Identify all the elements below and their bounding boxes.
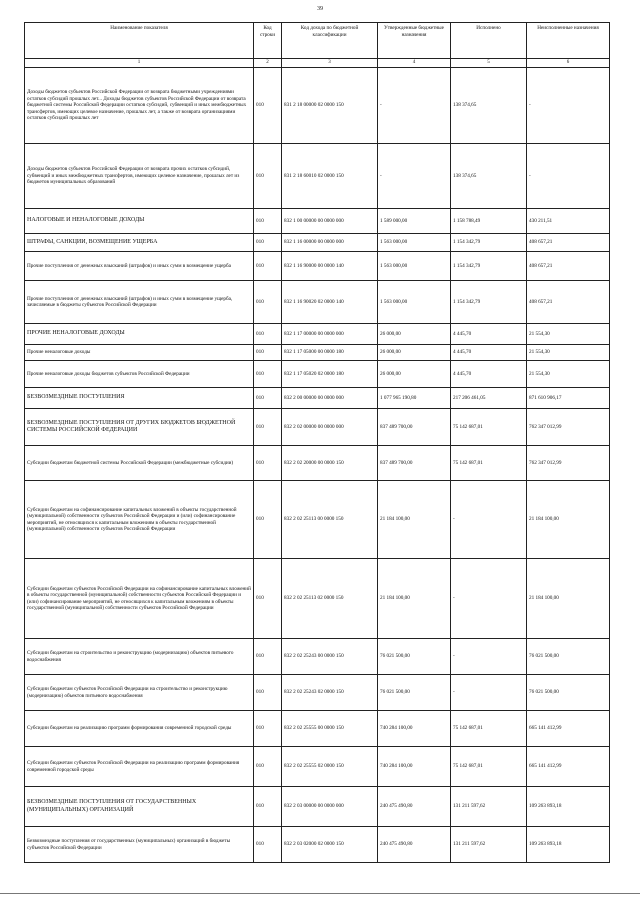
- row-approved: 1 589 000,00: [378, 209, 451, 234]
- row-line-code: 010: [254, 787, 282, 827]
- row-name: Прочие поступления от денежных взысканий (штрафов) и иных сумм в возмещение ущерба, зачисляемые в бюджеты субъектов Российской Федерации: [25, 281, 254, 324]
- row-line-code: 010: [254, 324, 282, 345]
- row-unexecuted: 21 554,30: [527, 361, 610, 388]
- row-unexecuted: 21 184 100,00: [527, 559, 610, 639]
- row-unexecuted: -: [527, 68, 610, 144]
- row-line-code: 010: [254, 234, 282, 252]
- row-unexecuted: 408 657,21: [527, 234, 610, 252]
- row-approved: -: [378, 144, 451, 209]
- row-approved: 26 000,00: [378, 324, 451, 345]
- row-name: Прочие неналоговые доходы: [25, 345, 254, 361]
- row-unexecuted: 76 021 500,00: [527, 639, 610, 675]
- row-unexecuted: 21 554,30: [527, 345, 610, 361]
- row-approved: 240 475 490,80: [378, 787, 451, 827]
- budget-revenue-table: [24, 22, 610, 863]
- row-executed: 75 142 687,01: [451, 747, 527, 787]
- row-unexecuted: 109 263 893,18: [527, 827, 610, 863]
- row-unexecuted: 762 347 012,99: [527, 409, 610, 446]
- row-unexecuted: 109 263 893,18: [527, 787, 610, 827]
- row-name: Субсидии бюджетам субъектов Российской Федерации на строительство и реконструкцию (модернизацию) объектов питьевого водоснабжения: [25, 675, 254, 711]
- row-line-code: 010: [254, 827, 282, 863]
- row-line-code: 010: [254, 639, 282, 675]
- row-unexecuted: 408 657,21: [527, 281, 610, 324]
- row-unexecuted: 408 657,21: [527, 252, 610, 281]
- row-classification: 831 2 18 60010 02 0000 150: [282, 144, 378, 209]
- table-row: [25, 144, 610, 209]
- row-unexecuted: 665 141 412,99: [527, 747, 610, 787]
- column-number: 4: [378, 59, 451, 68]
- table-row: [25, 747, 610, 787]
- row-name: Прочие неналоговые доходы бюджетов субъектов Российской Федерации: [25, 361, 254, 388]
- table-row: [25, 68, 610, 144]
- row-line-code: 010: [254, 388, 282, 409]
- row-unexecuted: 762 347 012,99: [527, 446, 610, 481]
- row-approved: 1 077 965 190,80: [378, 388, 451, 409]
- column-number: 5: [451, 59, 527, 68]
- row-unexecuted: 430 211,51: [527, 209, 610, 234]
- row-approved: 26 000,00: [378, 361, 451, 388]
- row-name: Субсидии бюджетам субъектов Российской Федерации на реализацию программ формирования современной городской среды: [25, 747, 254, 787]
- row-line-code: 010: [254, 747, 282, 787]
- row-classification: 832 1 00 00000 00 0000 000: [282, 209, 378, 234]
- row-classification: 832 1 16 90020 02 0000 140: [282, 281, 378, 324]
- row-name: ПРОЧИЕ НЕНАЛОГОВЫЕ ДОХОДЫ: [25, 324, 254, 345]
- row-line-code: 010: [254, 252, 282, 281]
- row-line-code: 010: [254, 409, 282, 446]
- row-name: Субсидии бюджетам субъектов Российской Федерации на софинансирование капитальных вложений в объекты государственной (муниципальной) собственности субъектов Российской Федерации и (или) софинансирование мероприятий, не относящихся к капитальным вложениям в объекты государственной (муниципальной) собственности субъектов Российской Федерации: [25, 559, 254, 639]
- row-executed: 4 445,70: [451, 345, 527, 361]
- table-header-row: [25, 23, 610, 59]
- row-approved: -: [378, 68, 451, 144]
- row-unexecuted: 21 554,30: [527, 324, 610, 345]
- row-line-code: 010: [254, 675, 282, 711]
- row-executed: 75 142 687,01: [451, 711, 527, 747]
- row-classification: 832 2 02 25555 00 0000 150: [282, 711, 378, 747]
- row-executed: -: [451, 481, 527, 559]
- header-line-code: Код строки: [254, 23, 282, 59]
- row-executed: 138 374,65: [451, 144, 527, 209]
- row-name: ШТРАФЫ, САНКЦИИ, ВОЗМЕЩЕНИЕ УЩЕРБА: [25, 234, 254, 252]
- row-executed: 217 206 461,05: [451, 388, 527, 409]
- column-number: 6: [527, 59, 610, 68]
- row-classification: 832 1 17 00000 00 0000 000: [282, 324, 378, 345]
- table-row: [25, 324, 610, 345]
- row-line-code: 010: [254, 446, 282, 481]
- table-row: [25, 388, 610, 409]
- row-name: Доходы бюджетов субъектов Российской Федерации от возврата прочих остатков субсидий, субвенций и иных межбюджетных трансфертов, имеющих целевое назначение, прошлых лет из бюджетов муниципальных образований: [25, 144, 254, 209]
- row-approved: 1 563 000,00: [378, 234, 451, 252]
- row-unexecuted: 21 184 100,00: [527, 481, 610, 559]
- row-name: Прочие поступления от денежных взысканий (штрафов) и иных сумм в возмещение ущерба: [25, 252, 254, 281]
- table-row: [25, 639, 610, 675]
- row-approved: 76 021 500,00: [378, 639, 451, 675]
- row-unexecuted: 76 021 500,00: [527, 675, 610, 711]
- page-bottom-edge: [0, 893, 640, 894]
- column-number: 1: [25, 59, 254, 68]
- row-executed: 4 445,70: [451, 361, 527, 388]
- row-classification: 832 1 16 00000 00 0000 000: [282, 234, 378, 252]
- header-approved: Утвержденные бюджетные назначения: [378, 23, 451, 59]
- row-executed: -: [451, 559, 527, 639]
- table-row: [25, 787, 610, 827]
- row-name: Безвозмездные поступления от государственных (муниципальных) организаций в бюджеты субъектов Российской Федерации: [25, 827, 254, 863]
- row-classification: 831 2 18 00000 02 0000 150: [282, 68, 378, 144]
- row-unexecuted: 665 141 412,99: [527, 711, 610, 747]
- row-classification: 832 1 16 90000 00 0000 140: [282, 252, 378, 281]
- header-executed: Исполнено: [451, 23, 527, 59]
- row-approved: 21 184 100,00: [378, 559, 451, 639]
- column-number-row: [25, 59, 610, 68]
- row-line-code: 010: [254, 481, 282, 559]
- column-number: 2: [254, 59, 282, 68]
- header-income-code: Код дохода по бюджетной классификации: [282, 23, 378, 59]
- row-classification: 832 2 00 00000 00 0000 000: [282, 388, 378, 409]
- row-name: БЕЗВОЗМЕЗДНЫЕ ПОСТУПЛЕНИЯ ОТ ДРУГИХ БЮДЖЕТОВ БЮДЖЕТНОЙ СИСТЕМЫ РОССИЙСКОЙ ФЕДЕРАЦИИ: [25, 409, 254, 446]
- row-classification: 832 1 17 05000 00 0000 180: [282, 345, 378, 361]
- row-line-code: 010: [254, 361, 282, 388]
- row-approved: 26 000,00: [378, 345, 451, 361]
- row-line-code: 010: [254, 68, 282, 144]
- row-classification: 832 2 02 25243 00 0000 150: [282, 639, 378, 675]
- row-line-code: 010: [254, 209, 282, 234]
- row-approved: 1 563 000,00: [378, 281, 451, 324]
- row-executed: -: [451, 639, 527, 675]
- row-approved: 837 489 700,00: [378, 409, 451, 446]
- row-classification: 832 2 02 25113 00 0000 150: [282, 481, 378, 559]
- row-classification: 832 2 02 20000 00 0000 150: [282, 446, 378, 481]
- row-executed: 75 142 687,01: [451, 446, 527, 481]
- row-executed: 1 154 342,79: [451, 281, 527, 324]
- table-row: [25, 409, 610, 446]
- row-executed: 1 154 342,79: [451, 252, 527, 281]
- row-line-code: 010: [254, 345, 282, 361]
- table-row: [25, 234, 610, 252]
- header-unexecuted: Неисполненные назначения: [527, 23, 610, 59]
- table-row: [25, 827, 610, 863]
- row-classification: 832 2 02 25243 02 0000 150: [282, 675, 378, 711]
- row-classification: 832 1 17 05020 02 0000 180: [282, 361, 378, 388]
- table-row: [25, 559, 610, 639]
- row-name: Субсидии бюджетам на строительство и реконструкцию (модернизацию) объектов питьевого водоснабжения: [25, 639, 254, 675]
- row-approved: 1 563 000,00: [378, 252, 451, 281]
- row-name: БЕЗВОЗМЕЗДНЫЕ ПОСТУПЛЕНИЯ ОТ ГОСУДАРСТВЕННЫХ (МУНИЦИПАЛЬНЫХ) ОРГАНИЗАЦИЙ: [25, 787, 254, 827]
- row-executed: 138 374,65: [451, 68, 527, 144]
- row-name: Субсидии бюджетам бюджетной системы Российской Федерации (межбюджетные субсидии): [25, 446, 254, 481]
- row-unexecuted: -: [527, 144, 610, 209]
- row-line-code: 010: [254, 711, 282, 747]
- table-row: [25, 361, 610, 388]
- row-classification: 832 2 02 25113 02 0000 150: [282, 559, 378, 639]
- row-approved: 21 184 100,00: [378, 481, 451, 559]
- row-approved: 740 284 100,00: [378, 711, 451, 747]
- page-number: 39: [317, 6, 323, 12]
- header-indicator-name: Наименование показателя: [25, 23, 254, 59]
- row-executed: 1 154 342,79: [451, 234, 527, 252]
- row-executed: -: [451, 675, 527, 711]
- column-number: 3: [282, 59, 378, 68]
- row-classification: 832 2 03 02000 02 0000 150: [282, 827, 378, 863]
- table-row: [25, 481, 610, 559]
- row-executed: 1 158 788,49: [451, 209, 527, 234]
- row-executed: 131 211 597,62: [451, 787, 527, 827]
- row-classification: 832 2 02 00000 00 0000 000: [282, 409, 378, 446]
- row-name: НАЛОГОВЫЕ И НЕНАЛОГОВЫЕ ДОХОДЫ: [25, 209, 254, 234]
- row-line-code: 010: [254, 144, 282, 209]
- row-approved: 837 489 700,00: [378, 446, 451, 481]
- row-line-code: 010: [254, 281, 282, 324]
- table-row: [25, 675, 610, 711]
- row-name: Доходы бюджетов субъектов Российской Федерации от возврата бюджетными учреждениями остатков субсидий прошлых лет... Доходы бюджетов субъектов Российской Федерации от возврата бюджетной системы Российской Федерации остатков субсидий, субвенций и иных межбюджетных трансфертов, имеющих целевое назначение, прошлых лет, а также от возврата организациями остатков субсидий прошлых лет: [25, 68, 254, 144]
- table-row: [25, 252, 610, 281]
- row-line-code: 010: [254, 559, 282, 639]
- row-name: Субсидии бюджетам на реализацию программ формирования современной городской среды: [25, 711, 254, 747]
- row-executed: 75 142 687,01: [451, 409, 527, 446]
- row-approved: 76 021 500,00: [378, 675, 451, 711]
- row-approved: 740 284 100,00: [378, 747, 451, 787]
- row-approved: 240 475 490,80: [378, 827, 451, 863]
- row-name: БЕЗВОЗМЕЗДНЫЕ ПОСТУПЛЕНИЯ: [25, 388, 254, 409]
- row-name: Субсидии бюджетам на софинансирование капитальных вложений в объекты государственной (муниципальной) собственности субъектов Российской Федерации и (или) софинансирование мероприятий, не относящихся к капитальным вложениям в объекты государственной (муниципальной) собственности субъектов Российской Федерации: [25, 481, 254, 559]
- row-executed: 4 445,70: [451, 324, 527, 345]
- row-classification: 832 2 03 00000 00 0000 000: [282, 787, 378, 827]
- table-row: [25, 281, 610, 324]
- table-row: [25, 209, 610, 234]
- row-unexecuted: 871 610 906,17: [527, 388, 610, 409]
- table-row: [25, 345, 610, 361]
- row-executed: 131 211 597,62: [451, 827, 527, 863]
- table-row: [25, 446, 610, 481]
- row-classification: 832 2 02 25555 02 0000 150: [282, 747, 378, 787]
- table-row: [25, 711, 610, 747]
